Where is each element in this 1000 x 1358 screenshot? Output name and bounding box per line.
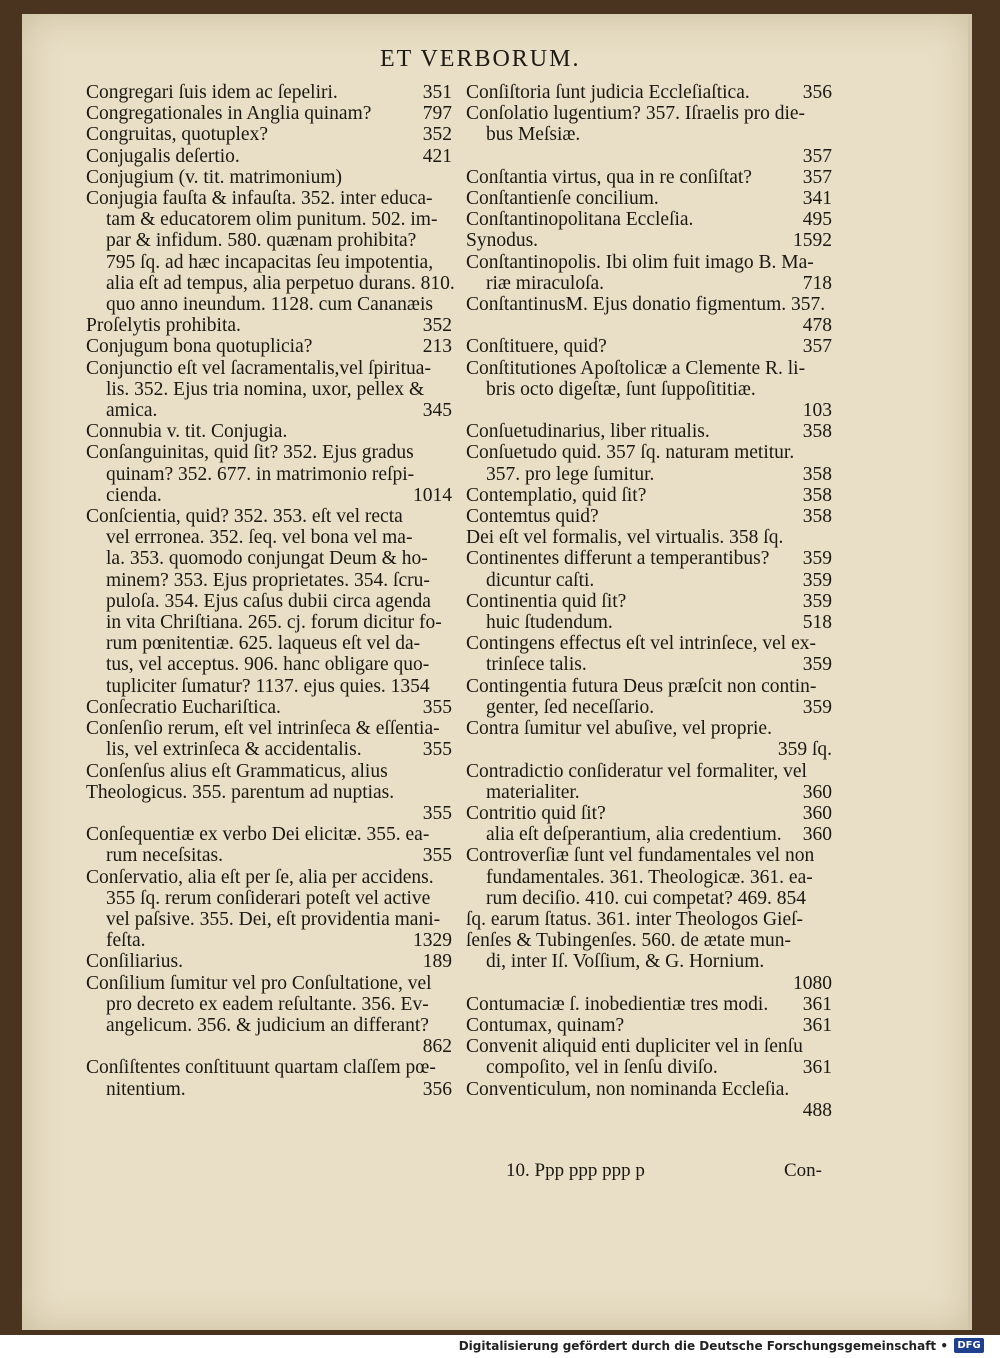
index-line bbox=[86, 124, 452, 145]
index-line bbox=[466, 442, 832, 463]
index-entry-text: Conſtitutiones Apoſtolicæ a Clemente R. li- bbox=[466, 357, 806, 379]
index-line bbox=[86, 464, 452, 485]
index-page-ref: 862 bbox=[422, 1036, 452, 1058]
index-line bbox=[466, 209, 832, 230]
index-line bbox=[86, 209, 452, 230]
index-entry-text: Conſequentiæ ex verbo Dei elicitæ. 355. ea- bbox=[86, 824, 430, 846]
index-line bbox=[86, 676, 452, 697]
index-line bbox=[86, 442, 452, 463]
index-line bbox=[466, 654, 832, 675]
index-page-ref: 360 bbox=[802, 802, 832, 824]
index-entry-text: Conſuetudo quid. 357 ſq. naturam metitur. bbox=[466, 442, 795, 464]
index-page-ref: 359 bbox=[802, 569, 832, 591]
index-entry-text: Conſolatio lugentium? 357. Iſraelis pro die- bbox=[466, 103, 806, 125]
index-line bbox=[86, 103, 452, 124]
index-line bbox=[86, 1057, 452, 1078]
index-entry-text: in vita Chriſtiana. 265. cj. forum dicitur fo- bbox=[106, 612, 442, 634]
index-line bbox=[466, 167, 832, 188]
dfg-logo: DFG bbox=[954, 1338, 984, 1353]
index-line bbox=[86, 506, 452, 527]
index-page-ref: 355 bbox=[422, 802, 452, 824]
index-entry-text: Contemtus quid? bbox=[466, 506, 599, 528]
index-entry-text: 355 ſq. rerum conſiderari poteſt vel active bbox=[106, 887, 431, 909]
index-line bbox=[86, 909, 452, 930]
index-entry-text: Contingens effectus eſt vel intrinſece, vel ex- bbox=[466, 633, 816, 655]
index-page-ref: 359 bbox=[802, 590, 832, 612]
index-entry-text: Synodus. bbox=[466, 230, 539, 252]
index-line bbox=[466, 1015, 832, 1036]
index-entry-text: Conſuetudinarius, liber ritualis. bbox=[466, 421, 710, 443]
index-line bbox=[466, 803, 832, 824]
index-entry-text: alia eſt deſperantium, alia credentium. bbox=[486, 824, 782, 846]
index-entry-text: Conſilium ſumitur vel pro Conſultatione, vel bbox=[86, 972, 432, 994]
index-entry-text: Congruitas, quotuplex? bbox=[86, 124, 268, 146]
index-entry-text: rum pœnitentiæ. 625. laqueus eſt vel da- bbox=[106, 633, 421, 655]
index-entry-text: par & infidum. 580. quænam prohibita? bbox=[106, 230, 417, 252]
signature-mark: 10. Ppp ppp ppp p bbox=[506, 1160, 645, 1181]
index-line bbox=[466, 548, 832, 569]
index-line bbox=[466, 379, 832, 400]
index-line bbox=[466, 612, 832, 633]
index-entry-text: nitentium. bbox=[106, 1078, 186, 1100]
index-entry-text: quinam? 352. 677. in matrimonio reſpi- bbox=[106, 463, 415, 485]
index-entry-text: rum neceſsitas. bbox=[106, 845, 223, 867]
index-page-ref: 421 bbox=[422, 145, 452, 167]
index-entry-text: Controverſiæ ſunt vel fundamentales vel non bbox=[466, 845, 815, 867]
index-entry-text: Proſelytis prohibita. bbox=[86, 315, 241, 337]
index-line bbox=[86, 358, 452, 379]
index-line bbox=[86, 739, 452, 760]
index-entry-text: Conjugalis deſertio. bbox=[86, 145, 240, 167]
index-line bbox=[466, 570, 832, 591]
index-line bbox=[86, 888, 452, 909]
index-entry-text: Conſcientia, quid? 352. 353. eſt vel recta bbox=[86, 506, 403, 528]
index-line bbox=[466, 421, 832, 442]
index-entry-text: Conſiſtentes conſtituunt quartam claſſem pœ- bbox=[86, 1057, 436, 1079]
index-entry-text: Contra ſumitur vel abuſive, vel proprie. bbox=[466, 718, 772, 740]
index-entry-text: rum deciſio. 410. cui competat? 469. 854 bbox=[486, 887, 807, 909]
index-entry-text: Conjugum bona quotuplicia? bbox=[86, 336, 313, 358]
index-page-ref: 359 bbox=[802, 654, 832, 676]
index-page-ref: 357 bbox=[802, 166, 832, 188]
index-entry-text: materialiter. bbox=[486, 781, 580, 803]
index-line bbox=[86, 230, 452, 251]
index-line bbox=[466, 1100, 832, 1121]
index-line bbox=[86, 272, 455, 294]
index-line bbox=[466, 951, 832, 972]
index-line bbox=[86, 570, 452, 591]
index-entry-text: Conſanguinitas, quid ſit? 352. Ejus gradus bbox=[86, 442, 414, 464]
index-page-ref: 352 bbox=[422, 315, 452, 337]
index-entry-text: fundamentales. 361. Theologicæ. 361. ea- bbox=[486, 866, 813, 888]
index-column-right bbox=[466, 82, 832, 1121]
index-page-ref: 345 bbox=[422, 400, 452, 422]
index-page-ref: 1014 bbox=[413, 484, 452, 506]
index-line bbox=[86, 252, 452, 273]
index-line bbox=[86, 845, 452, 866]
index-line bbox=[466, 697, 832, 718]
index-entry-text: lis. 352. Ejus tria nomina, uxor, pellex & bbox=[106, 378, 425, 400]
index-entry-text: pro decreto ex eadem reſultante. 356. Ev- bbox=[106, 993, 429, 1015]
index-page-ref: 359 ſq. bbox=[777, 739, 832, 761]
index-entry-text: Dei eſt vel formalis, vel virtualis. 358 ſq. bbox=[466, 527, 784, 549]
index-line bbox=[466, 400, 832, 421]
index-page-ref: 355 bbox=[422, 845, 452, 867]
index-line bbox=[466, 1036, 832, 1057]
index-line bbox=[86, 973, 452, 994]
index-entry-text: Contumaciæ ſ. inobedientiæ tres modi. bbox=[466, 993, 769, 1015]
index-line bbox=[466, 888, 832, 909]
index-line bbox=[466, 1079, 832, 1100]
index-page-ref: 358 bbox=[802, 484, 832, 506]
index-entry-text: Contradictio conſideratur vel formaliter, vel bbox=[466, 760, 807, 782]
index-line bbox=[466, 315, 832, 336]
index-entry-text: bus Meſsiæ. bbox=[486, 124, 581, 146]
index-page-ref: 518 bbox=[802, 612, 832, 634]
index-page-ref: 360 bbox=[802, 781, 832, 803]
index-line bbox=[466, 464, 832, 485]
index-line bbox=[86, 930, 452, 951]
index-line bbox=[86, 718, 452, 739]
index-line bbox=[466, 739, 832, 760]
index-entry-text: Conſenſus alius eſt Grammaticus, alius bbox=[86, 760, 388, 782]
index-line bbox=[466, 506, 832, 527]
index-line bbox=[86, 824, 452, 845]
index-line bbox=[466, 252, 832, 273]
index-page-ref: 356 bbox=[802, 82, 832, 103]
index-page-ref: 358 bbox=[802, 463, 832, 485]
index-page-ref: 355 bbox=[422, 739, 452, 761]
index-entry-text: lis, vel extrinſeca & accidentalis. bbox=[106, 739, 362, 761]
index-line bbox=[466, 124, 832, 145]
index-page-ref: 103 bbox=[802, 400, 832, 422]
index-page-ref: 488 bbox=[802, 1099, 832, 1121]
index-line bbox=[466, 824, 832, 845]
index-line bbox=[466, 188, 832, 209]
index-entry-text: compoſito, vel in ſenſu diviſo. bbox=[486, 1057, 718, 1079]
index-page-ref: 361 bbox=[802, 993, 832, 1015]
running-header: ET VERBORUM. bbox=[380, 46, 581, 72]
index-entry-text: bris octo digeſtæ, ſunt ſuppoſititiæ. bbox=[486, 378, 756, 400]
index-entry-text: Congregationales in Anglia quinam? bbox=[86, 103, 372, 125]
index-line bbox=[466, 909, 832, 930]
index-line bbox=[466, 718, 832, 739]
index-line bbox=[466, 146, 832, 167]
index-line bbox=[86, 697, 452, 718]
index-entry-text: 795 ſq. ad hæc incapacitas ſeu impotentia, bbox=[106, 251, 434, 273]
index-entry-text: Conjugia fauſta & infauſta. 352. inter educa- bbox=[86, 188, 433, 210]
index-line bbox=[466, 485, 832, 506]
index-entry-text: Convenit aliquid enti dupliciter vel in ſenſu bbox=[466, 1036, 803, 1058]
index-entry-text: tus, vel acceptus. 906. hanc obligare quo- bbox=[106, 654, 430, 676]
index-line bbox=[466, 1057, 832, 1078]
index-line bbox=[466, 676, 832, 697]
index-entry-text: genter, ſed neceſſario. bbox=[486, 696, 655, 718]
index-page-ref: 360 bbox=[802, 824, 832, 846]
index-page-ref: 351 bbox=[422, 82, 452, 103]
index-page-ref: 1329 bbox=[413, 930, 452, 952]
index-line bbox=[86, 782, 452, 803]
index-entry-text: Conſenſio rerum, eſt vel intrinſeca & eſſentia- bbox=[86, 718, 440, 740]
index-entry-text: ſenſes & Tubingenſes. 560. de ætate mun- bbox=[466, 930, 791, 952]
catchword: Con- bbox=[784, 1160, 822, 1181]
index-entry-text: vel paſsive. 355. Dei, eſt providentia mani- bbox=[106, 908, 441, 930]
index-page-ref: 1080 bbox=[793, 972, 832, 994]
index-entry-text: Conventiculum, non nominanda Eccleſia. bbox=[466, 1078, 790, 1100]
index-page-ref: 358 bbox=[802, 506, 832, 528]
index-line bbox=[466, 761, 832, 782]
index-line bbox=[86, 379, 452, 400]
index-entry-text: amica. bbox=[106, 400, 158, 422]
index-line bbox=[86, 294, 452, 315]
index-line bbox=[466, 358, 832, 379]
index-line bbox=[86, 1079, 452, 1100]
index-page-ref: 357 bbox=[802, 145, 832, 167]
index-entry-text: Contritio quid ſit? bbox=[466, 802, 606, 824]
index-line bbox=[466, 633, 832, 654]
index-line bbox=[86, 82, 452, 103]
index-line bbox=[86, 146, 452, 167]
index-page-ref: 495 bbox=[802, 209, 832, 231]
index-entry-text: angelicum. 356. & judicium an differant? bbox=[106, 1014, 429, 1036]
index-entry-text: alia eſt ad tempus, alia perpetuo durans. 810. bbox=[106, 272, 455, 294]
index-page-ref: 361 bbox=[802, 1014, 832, 1036]
index-entry-text: Continentia quid ſit? bbox=[466, 590, 627, 612]
index-line bbox=[86, 188, 452, 209]
index-line bbox=[466, 782, 832, 803]
index-entry-text: Conſiliarius. bbox=[86, 951, 183, 973]
index-line bbox=[466, 230, 832, 251]
index-line bbox=[466, 930, 832, 951]
index-entry-text: quo anno ineundum. 1128. cum Cananæis bbox=[106, 294, 433, 316]
index-page-ref: 189 bbox=[422, 951, 452, 973]
index-entry-text: Conſecratio Euchariſtica. bbox=[86, 696, 281, 718]
index-line bbox=[86, 994, 452, 1015]
index-entry-text: Contumax, quinam? bbox=[466, 1014, 625, 1036]
index-entry-text: minem? 353. Ejus proprietates. 354. ſcru- bbox=[106, 569, 430, 591]
index-page-ref: 358 bbox=[802, 421, 832, 443]
index-entry-text: Conſtantinopolitana Eccleſia. bbox=[466, 209, 694, 231]
index-line bbox=[466, 273, 832, 294]
index-line bbox=[466, 591, 832, 612]
index-entry-text: Conſtantia virtus, qua in re conſiſtat? bbox=[466, 166, 752, 188]
index-entry-text: Conſtituere, quid? bbox=[466, 336, 607, 358]
index-entry-text: feſta. bbox=[106, 930, 146, 952]
index-entry-text: tam & educatorem olim punitum. 502. im- bbox=[106, 209, 438, 231]
index-line bbox=[466, 82, 832, 103]
index-entry-text: Continentes differunt a temperantibus? bbox=[466, 548, 770, 570]
index-entry-text: Conſtantienſe concilium. bbox=[466, 188, 659, 210]
index-line bbox=[466, 867, 832, 888]
index-line bbox=[466, 294, 832, 315]
index-line bbox=[86, 612, 452, 633]
index-entry-text: puloſa. 354. Ejus caſus dubii circa agenda bbox=[106, 590, 431, 612]
index-entry-text: huic ſtudendum. bbox=[486, 612, 613, 634]
index-line bbox=[86, 761, 452, 782]
index-entry-text: dicuntur caſti. bbox=[486, 569, 595, 591]
index-page-ref: 478 bbox=[802, 315, 832, 337]
index-entry-text: vel errronea. 352. ſeq. vel bona vel ma- bbox=[106, 527, 413, 549]
index-page-ref: 356 bbox=[422, 1078, 452, 1100]
index-column-left bbox=[86, 82, 455, 1100]
index-entry-text: Conſervatio, alia eſt per ſe, alia per accidens. bbox=[86, 866, 434, 888]
index-line bbox=[86, 803, 452, 824]
index-line bbox=[466, 994, 832, 1015]
index-entry-text: 357. pro lege ſumitur. bbox=[486, 463, 655, 485]
index-line bbox=[466, 845, 832, 866]
index-page-ref: 359 bbox=[802, 548, 832, 570]
index-line bbox=[86, 315, 452, 336]
index-line bbox=[86, 654, 452, 675]
index-entry-text: Contemplatio, quid ſit? bbox=[466, 484, 647, 506]
index-line bbox=[86, 336, 452, 357]
index-page-ref: 361 bbox=[802, 1057, 832, 1079]
index-line bbox=[86, 548, 452, 569]
page-edge bbox=[968, 14, 972, 1330]
index-entry-text: Conjunctio eſt vel ſacramentalis,vel ſpiritua- bbox=[86, 357, 431, 379]
index-entry-text: Conſiſtoria ſunt judicia Eccleſiaſtica. bbox=[466, 82, 750, 103]
index-entry-text: Contingentia futura Deus præſcit non contin- bbox=[466, 675, 817, 697]
index-page-ref: 213 bbox=[422, 336, 452, 358]
index-line bbox=[466, 103, 832, 124]
index-entry-text: Conjugium (v. tit. matrimonium) bbox=[86, 166, 343, 188]
index-page-ref: 1592 bbox=[793, 230, 832, 252]
index-line bbox=[86, 633, 452, 654]
index-line bbox=[466, 527, 832, 548]
index-page-ref: 797 bbox=[422, 103, 452, 125]
index-page-ref: 341 bbox=[802, 188, 832, 210]
index-entry-text: Theologicus. 355. parentum ad nuptias. bbox=[86, 781, 395, 803]
index-entry-text: tupliciter ſumatur? 1137. ejus quies. 1354 bbox=[106, 675, 430, 697]
index-line bbox=[466, 336, 832, 357]
index-page-ref: 357 bbox=[802, 336, 832, 358]
index-line bbox=[86, 867, 452, 888]
index-entry-text: trinſece talis. bbox=[486, 654, 587, 676]
index-page-ref: 359 bbox=[802, 696, 832, 718]
index-line bbox=[86, 167, 452, 188]
index-entry-text: cienda. bbox=[106, 484, 162, 506]
index-line bbox=[86, 591, 452, 612]
index-line bbox=[86, 527, 452, 548]
index-line bbox=[86, 485, 452, 506]
index-line bbox=[86, 951, 452, 972]
index-entry-text: ſq. earum ſtatus. 361. inter Theologos Gieſ- bbox=[466, 908, 804, 930]
index-line bbox=[86, 1036, 452, 1057]
index-page-ref: 718 bbox=[802, 272, 832, 294]
index-page-ref: 352 bbox=[422, 124, 452, 146]
index-line bbox=[86, 421, 452, 442]
index-page-ref: 355 bbox=[422, 696, 452, 718]
index-line bbox=[86, 1015, 452, 1036]
index-entry-text: Congregari ſuis idem ac ſepeliri. bbox=[86, 82, 338, 103]
index-line bbox=[466, 973, 832, 994]
index-entry-text: la. 353. quomodo conjungat Deum & ho- bbox=[106, 548, 428, 570]
funding-credit: Digitalisierung gefördert durch die Deutsche Forschungsgemeinschaft • bbox=[458, 1339, 948, 1353]
index-entry-text: ConſtantinusM. Ejus donatio figmentum. 357. bbox=[466, 294, 826, 316]
index-entry-text: riæ miraculoſa. bbox=[486, 272, 605, 294]
index-entry-text: di, inter Iſ. Voſſium, & G. Hornium. bbox=[486, 951, 765, 973]
page-footer bbox=[506, 1160, 822, 1182]
index-line bbox=[86, 400, 452, 421]
index-entry-text: Connubia v. tit. Conjugia. bbox=[86, 421, 288, 443]
index-entry-text: Conſtantinopolis. Ibi olim fuit imago B. Ma- bbox=[466, 251, 814, 273]
